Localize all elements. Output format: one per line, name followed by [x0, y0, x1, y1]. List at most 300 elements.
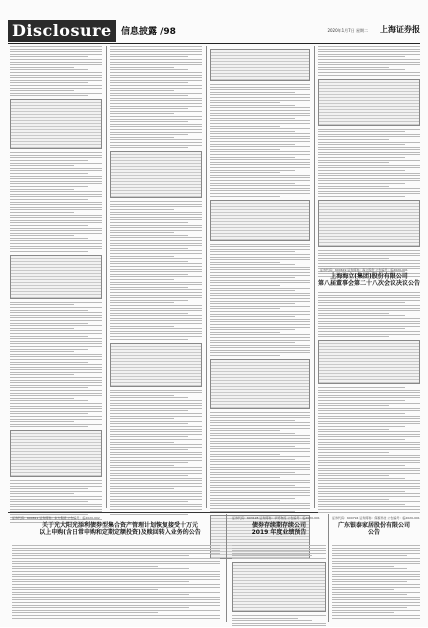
text-line [210, 314, 310, 315]
text-line [110, 395, 174, 396]
text-line [318, 136, 420, 137]
text-line [318, 400, 405, 401]
text-line [110, 72, 202, 73]
column-4-text [318, 46, 420, 279]
text-line [210, 151, 310, 152]
text-line [10, 377, 102, 378]
text-line [318, 162, 389, 163]
text-line [10, 506, 102, 507]
text-line [332, 553, 420, 554]
text-line [318, 160, 420, 161]
text-line [318, 255, 420, 256]
text-line [12, 584, 220, 585]
table-row [211, 237, 309, 240]
text-line [110, 204, 202, 205]
text-line [110, 457, 202, 458]
text-line [318, 390, 420, 391]
text-line [332, 615, 420, 616]
text-line [318, 292, 420, 293]
text-line [10, 157, 102, 158]
text-line [10, 338, 102, 339]
text-line [12, 592, 220, 593]
text-line [318, 491, 405, 492]
text-line [318, 300, 420, 301]
text-line [10, 220, 102, 221]
text-line [10, 346, 102, 347]
text-line [110, 77, 202, 78]
text-line [10, 349, 88, 350]
text-line [210, 100, 310, 101]
text-line [210, 433, 295, 434]
announcement-codes: 证券代码：600811 证券简称：东方集团 公告编号：临2020-002 [12, 516, 100, 520]
text-line [318, 310, 420, 311]
text-line [210, 316, 295, 317]
text-line [318, 509, 420, 510]
text-line [318, 439, 405, 440]
text-line [318, 175, 420, 176]
text-line [10, 403, 102, 404]
text-line [318, 180, 420, 181]
text-line [210, 324, 310, 325]
text-line [10, 493, 74, 494]
text-line [318, 152, 420, 153]
text-line [110, 390, 202, 391]
announcement-title-line: 2019 年度业绩预告 [251, 528, 307, 536]
data-table [318, 200, 420, 247]
text-line [10, 189, 74, 190]
text-line [10, 77, 102, 78]
text-line [10, 400, 88, 401]
text-line [12, 581, 189, 582]
text-line [110, 80, 202, 81]
text-line [10, 501, 88, 502]
text-line [110, 214, 202, 215]
text-line [12, 555, 189, 556]
text-line [10, 152, 102, 153]
text-line [110, 397, 188, 398]
text-line [210, 105, 295, 106]
text-line [110, 400, 202, 401]
text-line [318, 59, 420, 60]
text-line [210, 196, 280, 197]
text-line [318, 436, 420, 437]
text-line [10, 330, 102, 331]
text-line [12, 566, 158, 567]
text-line [110, 227, 202, 228]
text-line [10, 504, 102, 505]
text-line [318, 328, 405, 329]
text-line [10, 230, 102, 231]
text-line [210, 492, 310, 493]
text-line [12, 589, 158, 590]
text-line [210, 329, 295, 330]
text-line [12, 576, 220, 577]
text-line [318, 395, 420, 396]
text-line [210, 110, 310, 111]
text-line [232, 558, 326, 559]
text-line [210, 293, 310, 294]
text-line [110, 320, 202, 321]
column-divider [328, 514, 329, 622]
text-line [110, 467, 202, 468]
text-line [210, 269, 310, 270]
text-line [110, 449, 188, 450]
text-line [332, 605, 420, 606]
text-line [12, 568, 189, 569]
text-line [318, 188, 420, 189]
text-line [10, 424, 102, 425]
text-line [12, 610, 220, 611]
text-line [10, 67, 74, 68]
text-line [210, 154, 310, 155]
text-line [210, 441, 310, 442]
text-line [210, 249, 310, 250]
text-line [318, 336, 389, 337]
text-line [10, 243, 102, 244]
text-line [210, 355, 280, 356]
text-line [318, 183, 405, 184]
text-line [210, 144, 295, 145]
text-line [10, 421, 74, 422]
text-line [110, 475, 188, 476]
text-line [10, 372, 102, 373]
text-line [110, 326, 174, 327]
text-line [318, 483, 420, 484]
text-line [110, 289, 202, 290]
text-line [332, 555, 407, 556]
text-line [318, 129, 420, 130]
table-row [319, 243, 419, 246]
text-line [210, 337, 310, 338]
text-line [210, 94, 310, 95]
text-line [110, 121, 188, 122]
text-line [210, 244, 310, 245]
text-line [110, 206, 202, 207]
text-line [210, 459, 295, 460]
text-line [110, 111, 202, 112]
announcement-title-line: 债券存续期存续公司 [251, 522, 306, 529]
text-line [110, 235, 188, 236]
text-line [110, 480, 202, 481]
data-table [210, 49, 310, 81]
text-line [318, 418, 420, 419]
text-line [10, 354, 102, 355]
text-line [10, 395, 102, 396]
text-line [10, 496, 102, 497]
text-line [210, 141, 310, 142]
text-line [110, 266, 202, 267]
text-line [10, 248, 102, 249]
text-line [110, 488, 174, 489]
text-line [318, 266, 420, 267]
table-row [233, 608, 325, 611]
text-line [110, 282, 202, 283]
text-line [10, 369, 102, 370]
text-line [12, 607, 189, 608]
text-line [210, 451, 310, 452]
bottom-middle-text [232, 545, 326, 628]
text-line [110, 305, 202, 306]
text-line [10, 240, 102, 241]
text-line [210, 503, 310, 504]
text-line [110, 56, 188, 57]
text-line [210, 298, 310, 299]
bottom-right-text [332, 545, 420, 620]
text-line [110, 284, 202, 285]
text-line [110, 103, 202, 104]
text-line [332, 602, 420, 603]
text-line [110, 486, 202, 487]
data-table [110, 151, 202, 198]
text-line [210, 340, 310, 341]
text-line [318, 49, 420, 50]
text-line [110, 49, 202, 50]
text-line [318, 431, 420, 432]
text-line [110, 119, 202, 120]
text-line [318, 504, 405, 505]
text-line [10, 238, 88, 239]
text-line [210, 188, 310, 189]
text-line [10, 82, 88, 83]
text-line [10, 207, 102, 208]
text-line [210, 350, 310, 351]
text-line [110, 106, 202, 107]
text-line [318, 392, 420, 393]
announcement-title [20, 523, 220, 537]
text-line [332, 558, 420, 559]
text-line [318, 308, 420, 309]
text-line [110, 124, 202, 125]
text-line [12, 618, 220, 619]
text-line [318, 493, 420, 494]
text-line [10, 514, 88, 515]
text-line [110, 90, 174, 91]
text-line [210, 146, 310, 147]
text-line [110, 279, 174, 280]
text-line [110, 274, 188, 275]
text-line [318, 157, 405, 158]
text-line [110, 139, 202, 140]
text-line [110, 509, 202, 510]
text-line [10, 341, 102, 342]
text-line [110, 113, 174, 114]
text-line [210, 474, 310, 475]
text-line [318, 455, 420, 456]
text-line [210, 149, 280, 150]
text-line [110, 237, 202, 238]
text-line [318, 323, 420, 324]
text-line [110, 315, 202, 316]
text-line [10, 215, 102, 216]
text-line [10, 62, 102, 63]
text-line [110, 93, 202, 94]
column-divider [206, 46, 207, 508]
text-line [318, 297, 420, 298]
text-line [10, 488, 88, 489]
text-line [318, 75, 420, 76]
text-line [232, 548, 326, 549]
text-line [110, 295, 202, 296]
text-line [318, 62, 420, 63]
text-line [110, 331, 202, 332]
text-line [110, 506, 202, 507]
header-rule [8, 43, 420, 44]
text-line [210, 157, 295, 158]
text-line [10, 183, 102, 184]
text-line [10, 387, 88, 388]
text-line [110, 261, 188, 262]
text-line [210, 461, 310, 462]
text-line [232, 553, 326, 554]
text-line [318, 165, 420, 166]
text-line [318, 144, 405, 145]
text-line [318, 186, 389, 187]
text-line [10, 406, 102, 407]
text-line [318, 253, 420, 254]
text-line [318, 263, 420, 264]
text-line [210, 262, 280, 263]
text-line [12, 571, 220, 572]
text-line [110, 240, 202, 241]
text-line [10, 168, 102, 169]
text-line [110, 416, 202, 417]
text-line [210, 185, 310, 186]
text-line [10, 499, 102, 500]
text-line [318, 331, 420, 332]
text-line [318, 250, 420, 251]
text-line [110, 310, 202, 311]
text-line [332, 618, 420, 619]
text-line [10, 72, 102, 73]
text-line [110, 470, 202, 471]
text-line [210, 303, 295, 304]
text-line [232, 625, 326, 626]
text-line [318, 318, 420, 319]
text-line [10, 408, 102, 409]
text-line [318, 149, 420, 150]
text-line [210, 469, 310, 470]
text-line [12, 612, 158, 613]
text-line [110, 100, 202, 101]
data-table [10, 430, 102, 477]
text-line [110, 431, 202, 432]
text-line [318, 196, 405, 197]
text-line [10, 251, 88, 252]
text-line [10, 304, 74, 305]
text-line [110, 59, 202, 60]
text-line [10, 225, 88, 226]
text-line [210, 183, 295, 184]
text-line [318, 142, 420, 143]
text-line [210, 257, 310, 258]
text-line [10, 411, 102, 412]
text-line [110, 116, 202, 117]
table-row [11, 295, 101, 298]
text-line [210, 505, 310, 506]
text-line [210, 288, 310, 289]
table-row [11, 145, 101, 148]
table-row [111, 383, 201, 386]
issue-date: 2020年1月7日 星期二 [327, 28, 368, 33]
text-line [318, 139, 389, 140]
text-line [10, 202, 102, 203]
text-line [110, 88, 202, 89]
text-line [210, 417, 310, 418]
text-line [318, 170, 405, 171]
text-line [110, 230, 202, 231]
text-line [110, 297, 202, 298]
announcement-title-line: 公告 [367, 528, 380, 536]
text-line [210, 352, 310, 353]
text-line [318, 449, 420, 450]
text-line [110, 245, 202, 246]
column-3-text [210, 46, 310, 562]
text-line [10, 312, 102, 313]
text-line [210, 136, 310, 137]
text-line [10, 317, 102, 318]
text-line [318, 193, 420, 194]
page-header [8, 20, 420, 42]
text-line [110, 287, 188, 288]
text-line [110, 436, 188, 437]
text-line [10, 80, 102, 81]
text-line [110, 263, 202, 264]
text-line [210, 342, 295, 343]
text-line [12, 550, 220, 551]
text-line [210, 477, 280, 478]
text-line [318, 408, 420, 409]
text-line [210, 456, 310, 457]
text-line [318, 434, 420, 435]
text-line [232, 618, 298, 619]
text-line [210, 487, 310, 488]
text-line [318, 326, 420, 327]
text-line [10, 217, 102, 218]
text-line [318, 462, 420, 463]
text-line [210, 113, 310, 114]
text-line [318, 51, 420, 52]
text-line [332, 581, 407, 582]
text-line [110, 256, 174, 257]
text-line [318, 313, 389, 314]
text-line [10, 398, 74, 399]
text-line [110, 313, 188, 314]
text-line [210, 498, 295, 499]
text-line [318, 512, 420, 513]
column-divider [226, 514, 227, 622]
text-line [210, 89, 310, 90]
text-line [318, 421, 420, 422]
text-line [10, 222, 102, 223]
text-line [210, 180, 310, 181]
text-line [10, 246, 102, 247]
text-line [318, 416, 420, 417]
text-line [10, 163, 102, 164]
text-line [210, 280, 310, 281]
text-line [110, 478, 202, 479]
text-line [10, 88, 102, 89]
text-line [318, 173, 420, 174]
text-line [110, 142, 202, 143]
text-line [232, 623, 326, 624]
text-line [210, 164, 310, 165]
text-line [318, 167, 420, 168]
text-line [210, 420, 295, 421]
text-line [318, 67, 389, 68]
text-line [12, 587, 220, 588]
text-line [110, 473, 202, 474]
data-table [232, 562, 326, 612]
